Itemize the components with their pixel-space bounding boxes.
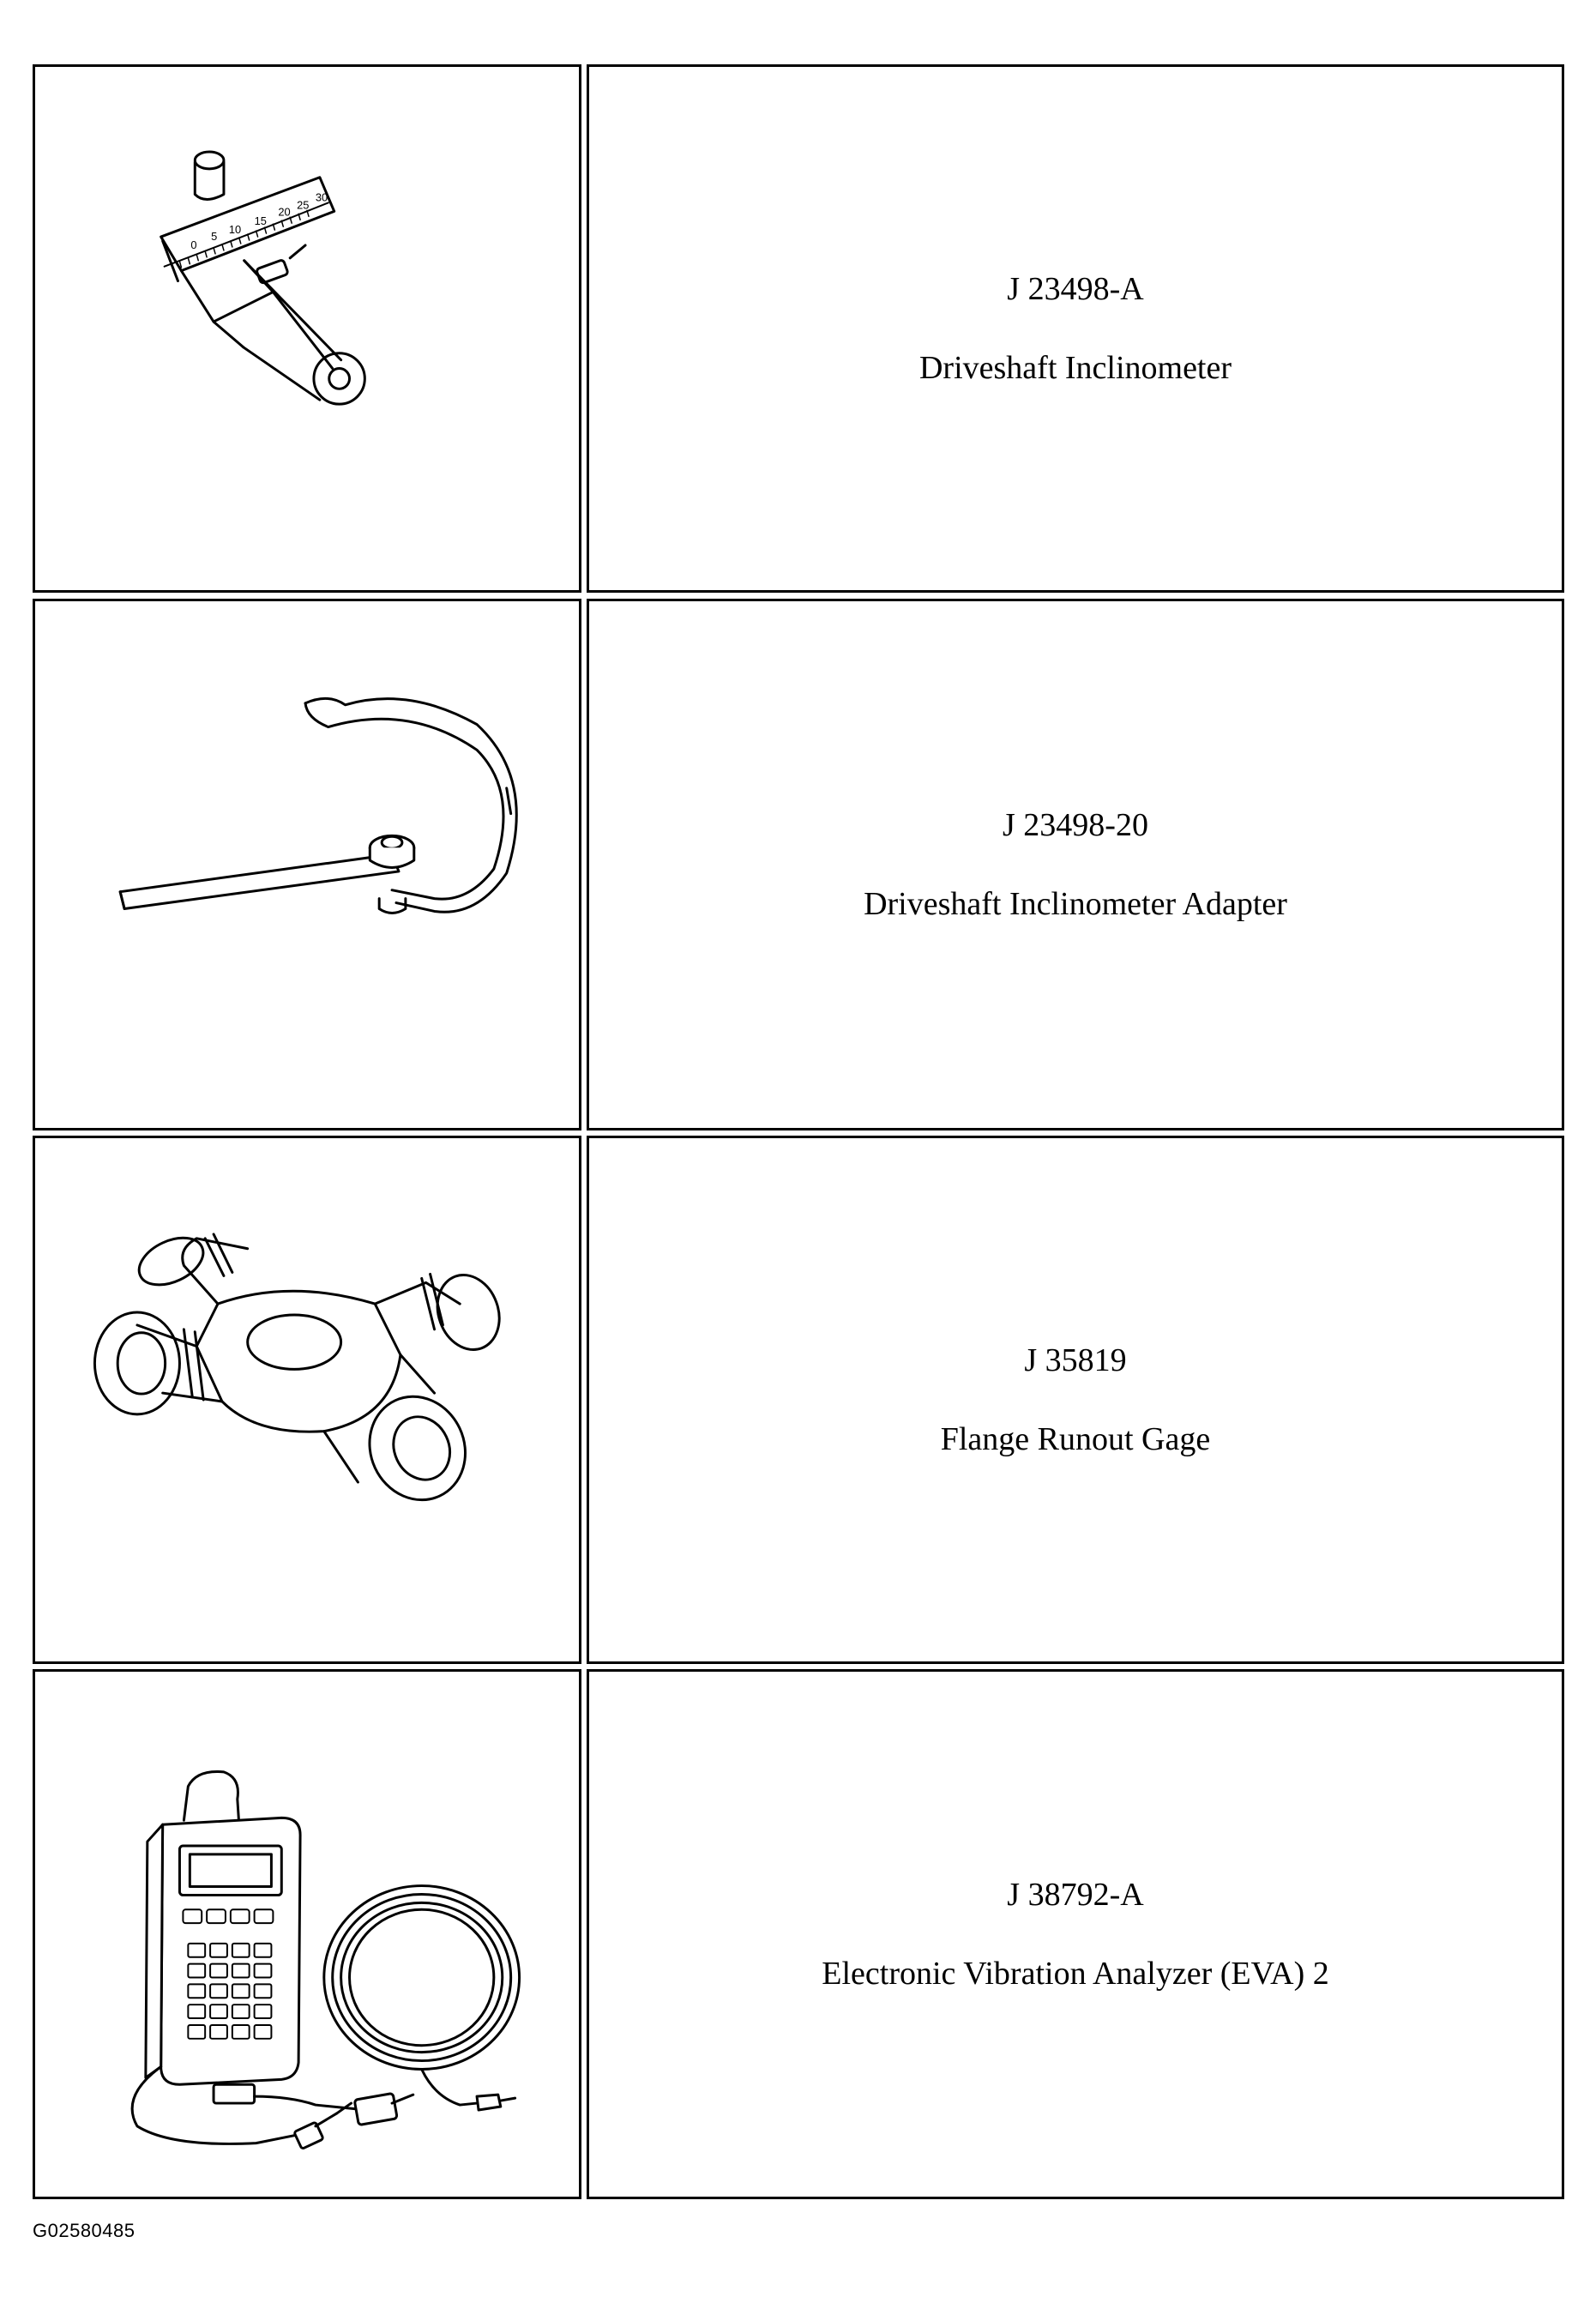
scale-label: 5 [211,230,218,244]
tool-number: J 35819 [1024,1342,1127,1378]
inclinometer-adapter-illustration [35,601,579,1128]
tool-description-cell [587,1669,1564,2199]
scale-label: 30 [315,190,328,204]
tool-illustration-cell [33,64,581,593]
scale-label: 10 [228,223,242,237]
tool-number: J 38792-A [1007,1877,1144,1913]
tool-illustration-cell [33,1136,581,1664]
vibration-analyzer-illustration [35,1672,579,2197]
tool-description-cell [587,64,1564,593]
tool-number: J 23498-20 [1003,807,1148,843]
tool-name: Electronic Vibration Analyzer (EVA) 2 [822,1956,1329,1992]
driveshaft-inclinometer-illustration [35,67,579,590]
tool-number: J 23498-A [1007,271,1144,307]
scale-label: 25 [297,198,310,212]
tool-description-cell [587,599,1564,1130]
figure-id: G02580485 [33,2220,136,2241]
flange-runout-gage-illustration [35,1138,579,1661]
scale-label: 15 [254,214,267,228]
tool-name: Flange Runout Gage [940,1421,1211,1457]
scale-label: 20 [278,205,291,219]
tool-name: Driveshaft Inclinometer [918,350,1232,386]
tool-description-cell [587,1136,1564,1664]
tool-illustration-cell [33,599,581,1130]
scale-label: 0 [190,238,197,251]
tool-name: Driveshaft Inclinometer Adapter [864,886,1287,922]
tool-illustration-cell [33,1669,581,2199]
